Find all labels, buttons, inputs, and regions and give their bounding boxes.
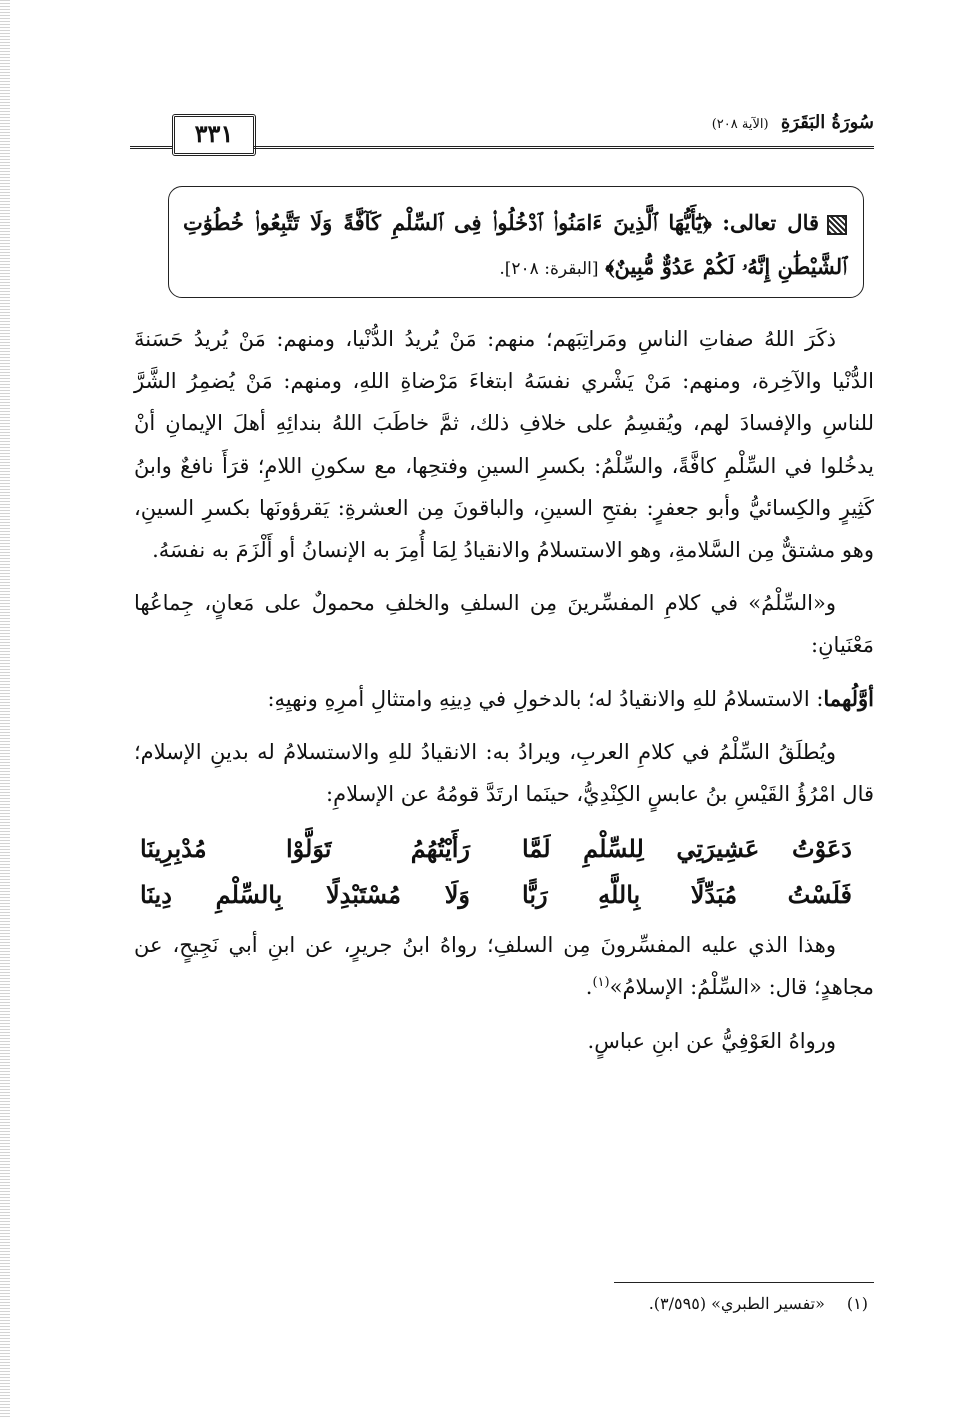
verse-intro: قال تعالى:	[722, 210, 819, 235]
header-rule	[254, 146, 874, 149]
paragraph	[134, 924, 874, 1008]
poem-line	[134, 872, 874, 918]
paragraph: ويُطلَقُ السِّلْمُ في كلامِ العربِ، ويرادُ به: الانقيادُ للهِ والاستسلامُ له بدينِ الإسلام؛ قال امْرُؤُ القَيْسِ بنُ عابسٍ الكِنْدِيُّ، حينَما ارتَدَّ قومُهُ عن الإسلامِ:	[134, 739, 874, 807]
paragraph-lead: أوَّلُهما	[823, 685, 874, 711]
verse-reference: [البقرة: ٢٠٨].	[499, 259, 599, 279]
paragraph: و«السِّلْمُ» في كلامِ المفسِّرينَ مِن السلفِ والخلفِ محمولٌ على مَعانٍ، جِماعُها مَعْنَيانِ:	[134, 591, 874, 658]
paragraph-text: : الاستسلامُ للهِ والانقيادُ له؛ بالدخولِ في دِينِهِ وامتثالِ أمرِهِ ونهيِهِ:	[267, 686, 824, 711]
poem-hemistich: وَلَا مُسْتَبْدِلًا بِالسِّلْمِ دِينَا	[140, 880, 470, 910]
book-page	[130, 0, 874, 1417]
scan-edge	[0, 0, 10, 1417]
poem-line	[134, 826, 874, 872]
quran-verse: ﴿يَٰٓأَيُّهَا ٱلَّذِينَ ءَامَنُوا۟ ٱدْخُلُوا۟ فِى ٱلسِّلْمِ كَآفَّةً وَلَا تَتَّبِعُوا۟ خُطُوَٰتِ ٱلشَّيْطَٰنِ إِنَّهُۥ لَكُمْ عَدُوٌّ مُّبِينٌ﴾	[183, 210, 847, 279]
paragraph	[134, 678, 874, 720]
poem-hemistich: فَلَسْتُ مُبَدِّلًا بِاللَّهِ رَبًّا	[522, 880, 852, 910]
header-rule-left	[130, 146, 172, 149]
footnote-number: (١)	[846, 1294, 868, 1313]
surah-name: سُورَةُ البَقَرَةِ	[780, 112, 874, 133]
paragraph-text: وهذا الذي عليه المفسِّرونَ مِن السلفِ؛ رواهُ ابنُ جريرٍ، عن ابنِ أبي نَجِيحٍ، عن مجاهدٍ؛ قال: «السِّلْمُ: الإسلامُ»	[134, 933, 874, 1000]
footnote-ref: (١)	[592, 975, 610, 991]
poem-hemistich: دَعَوْتُ عَشِيرَتِي لِلسِّلْمِ لَمَّا	[522, 834, 852, 864]
paragraph-end: .	[585, 975, 593, 1000]
verse-marker-icon	[827, 215, 847, 235]
poem	[134, 826, 874, 918]
page-number: ٣٣١	[172, 114, 256, 156]
commentary	[134, 318, 874, 1073]
footnote	[649, 1294, 868, 1313]
ayah-label: (الآية ٢٠٨)	[711, 117, 769, 132]
verse-box	[168, 186, 864, 298]
poem-hemistich: رَأَيْتُهُمُ تَوَلَّوْا مُدْبِرِينَا	[140, 834, 470, 864]
running-title	[712, 112, 874, 133]
paragraph: ورواهُ العَوْفِيُّ عن ابنِ عباسٍ.	[587, 1028, 836, 1053]
footnote-text: «تفسير الطبري» (٣/٥٩٥).	[648, 1294, 825, 1313]
paragraph: ذكَرَ اللهُ صفاتِ الناسِ ومَراتِبَهم؛ منهم: مَنْ يُريدُ الدُّنْيا، ومنهم: مَنْ يُريدُ حَسَنةَ الدُّنْيا والآخِرة، ومنهم: مَنْ يَشْري نفسَهُ ابتغاءَ مَرْضاةِ اللهِ، ومنهم: مَنْ يُضمِرُ الشَّرَّ للناسِ والإفسادَ لهم، ويُقسِمُ على خلافِ ذلك، ثمَّ خاطَبَ اللهُ بندائِهِ أهلَ الإيمانِ أنْ يدخُلوا في السِّلْمِ كافَّةً، والسِّلْمُ: بكسرِ السينِ وفتحِها، مع سكونِ اللامِ؛ قرَأَ نافعٌ وابنُ كَثِيرٍ والكِسائيُّ وأبو جعفرٍ: بفتحِ السينِ، والباقونَ مِن العشرةِ: يَقرؤونَها بكسرِ السينِ، وهو مشتقٌّ مِن السَّلامةِ، وهو الاستسلامُ والانقيادُ لِمَا أُمِرَ به الإنسانُ أو أَلْزَمَ به نفسَهُ.	[134, 327, 874, 563]
page-header	[130, 106, 874, 154]
footnote-rule	[614, 1282, 874, 1283]
